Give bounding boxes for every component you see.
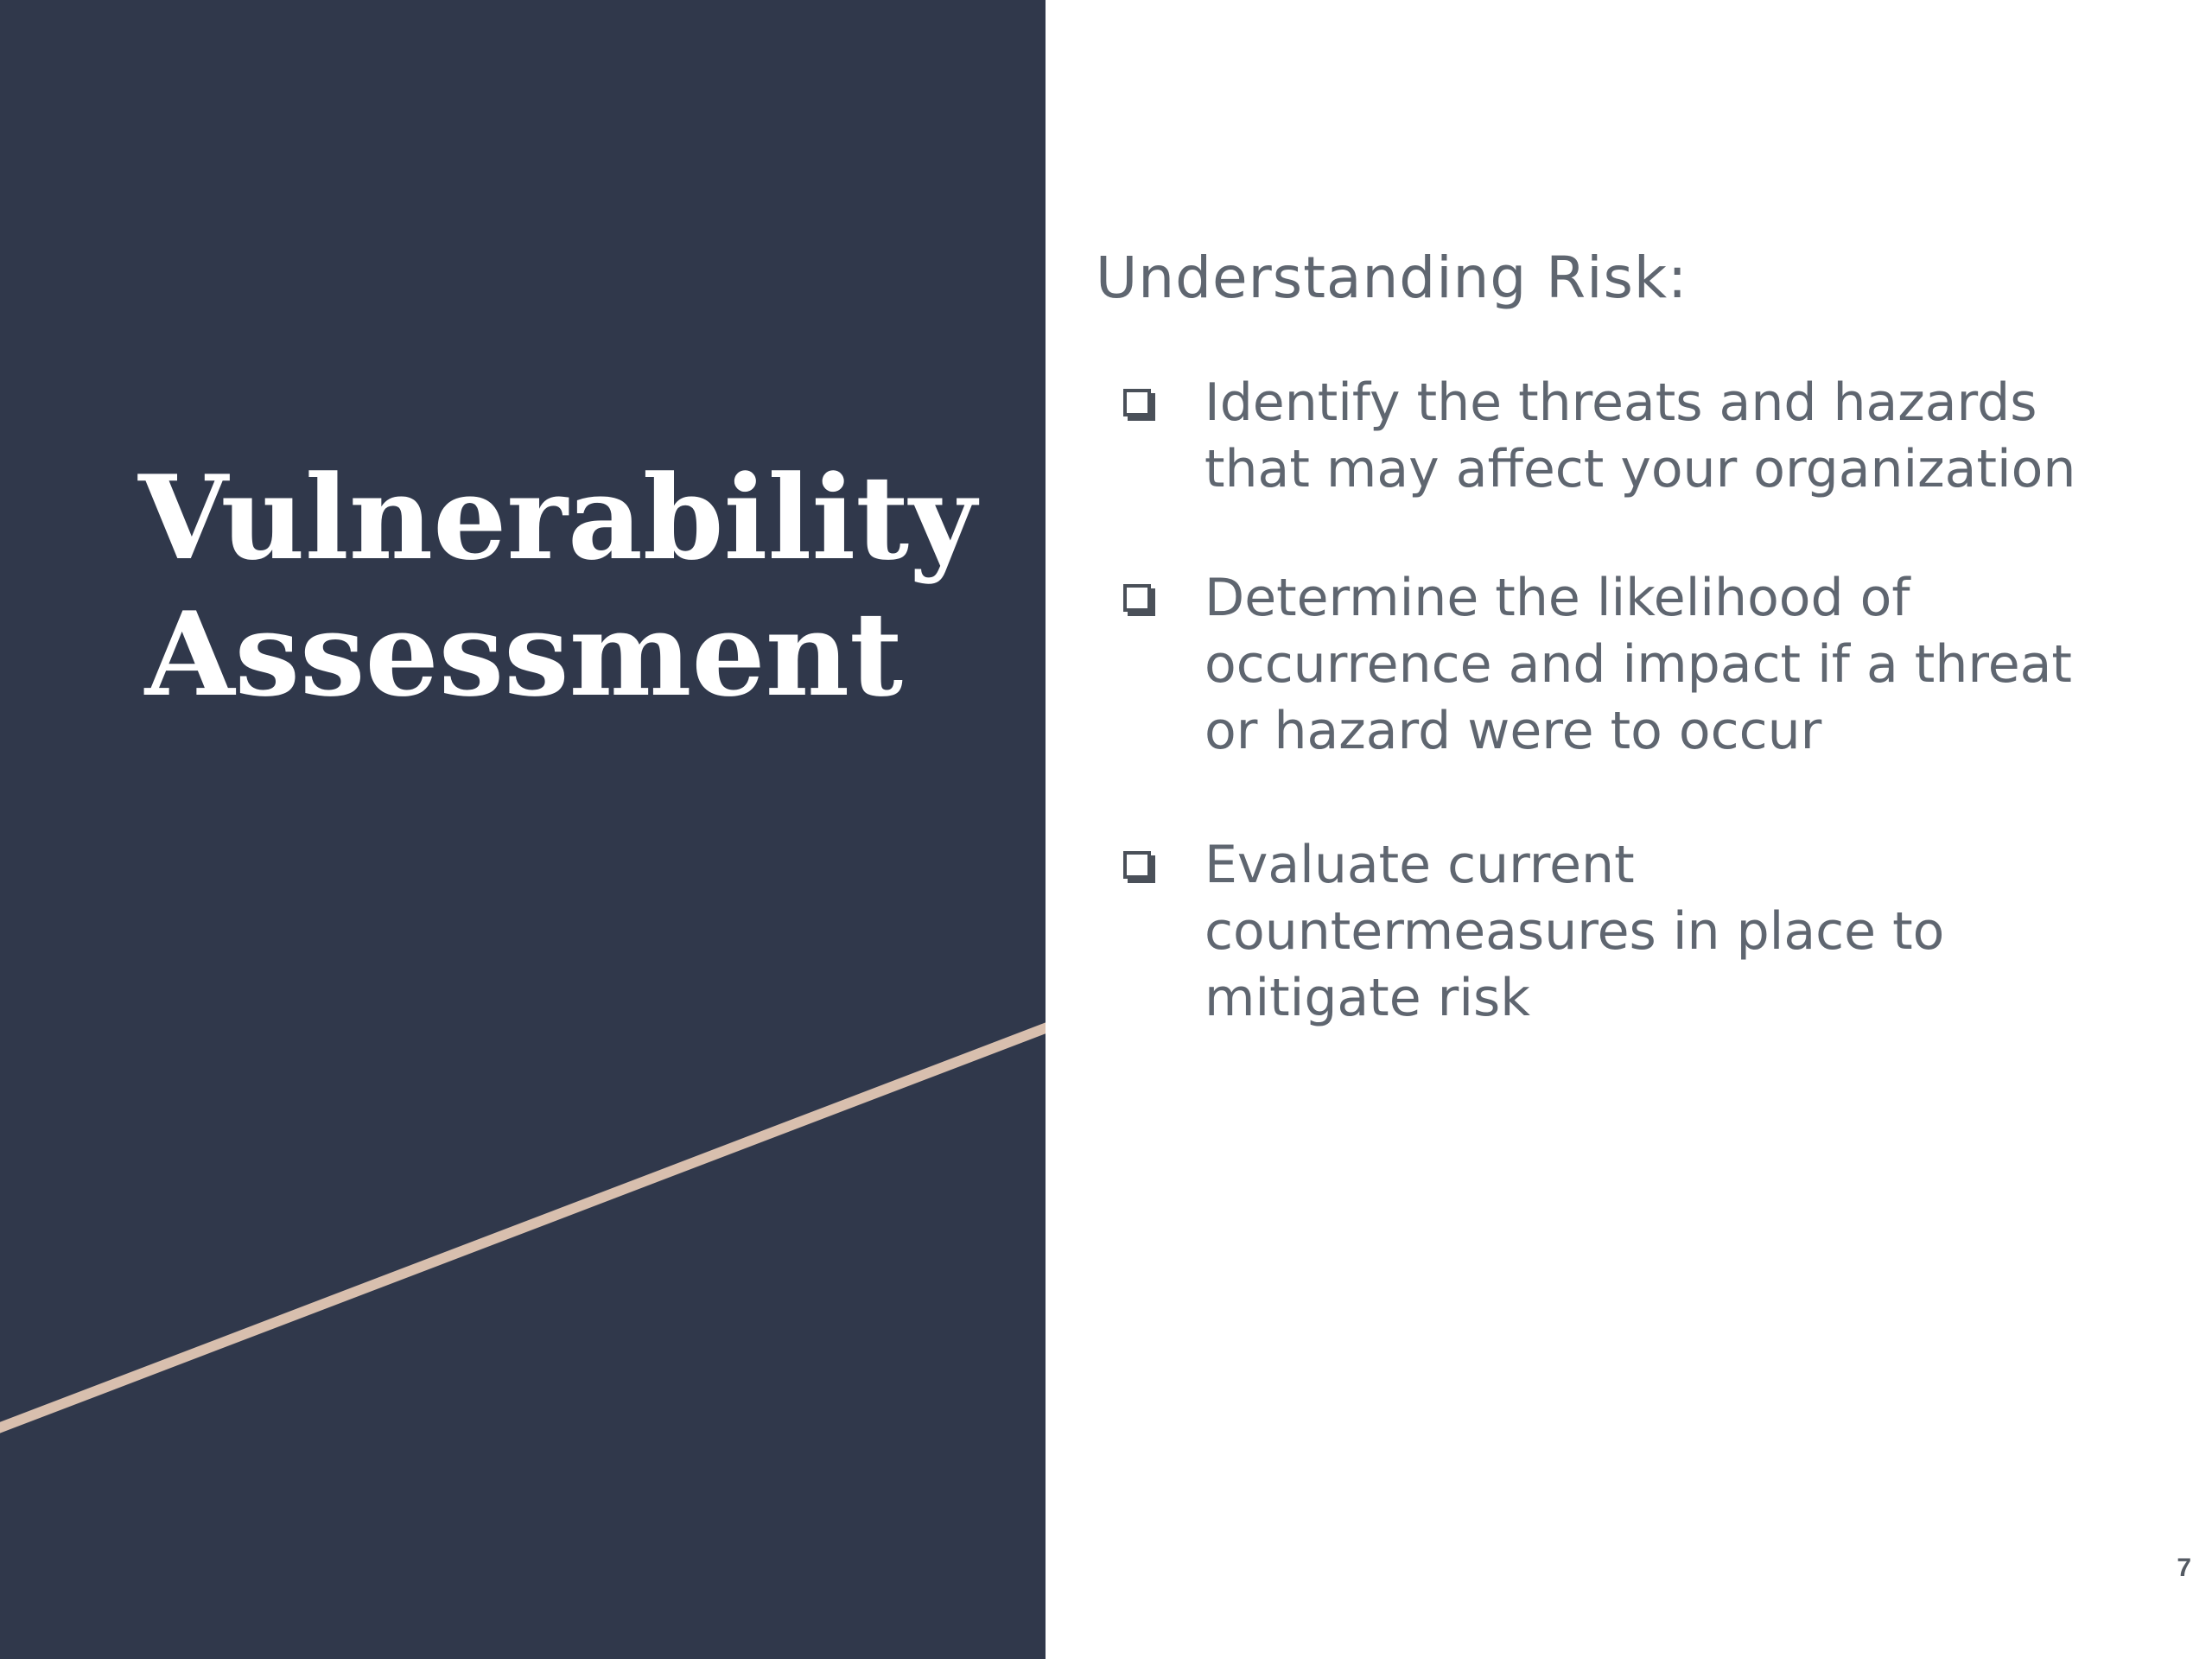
- bullet-text: Determine the likelihood of occurrence and impact if a threat or hazard were to occur: [1205, 568, 2072, 761]
- bullet-text: Identify the threats and hazards that may affect your organization: [1205, 372, 2076, 499]
- list-item: [1096, 370, 2098, 503]
- list-item: [1096, 565, 2098, 765]
- title-panel: [0, 0, 1046, 1659]
- slide-title-line-2: Assessment: [144, 586, 903, 722]
- checkbox-icon: [1123, 851, 1151, 879]
- page-number: 7: [2177, 1554, 2191, 1582]
- checkbox-icon: [1123, 584, 1151, 612]
- bullet-list: [1096, 370, 2133, 1032]
- content-area: [1096, 244, 2133, 1094]
- slide-title-line-1: Vulnerability: [138, 449, 976, 586]
- checkbox-icon: [1123, 389, 1151, 416]
- bullet-text: Evaluate current countermeasures in place to mitigate risk: [1205, 835, 1945, 1028]
- diagonal-accent-line: [0, 0, 1046, 1659]
- list-item: [1096, 832, 2098, 1032]
- slide-title: [138, 449, 1046, 722]
- section-heading: Understanding Risk:: [1096, 245, 1688, 311]
